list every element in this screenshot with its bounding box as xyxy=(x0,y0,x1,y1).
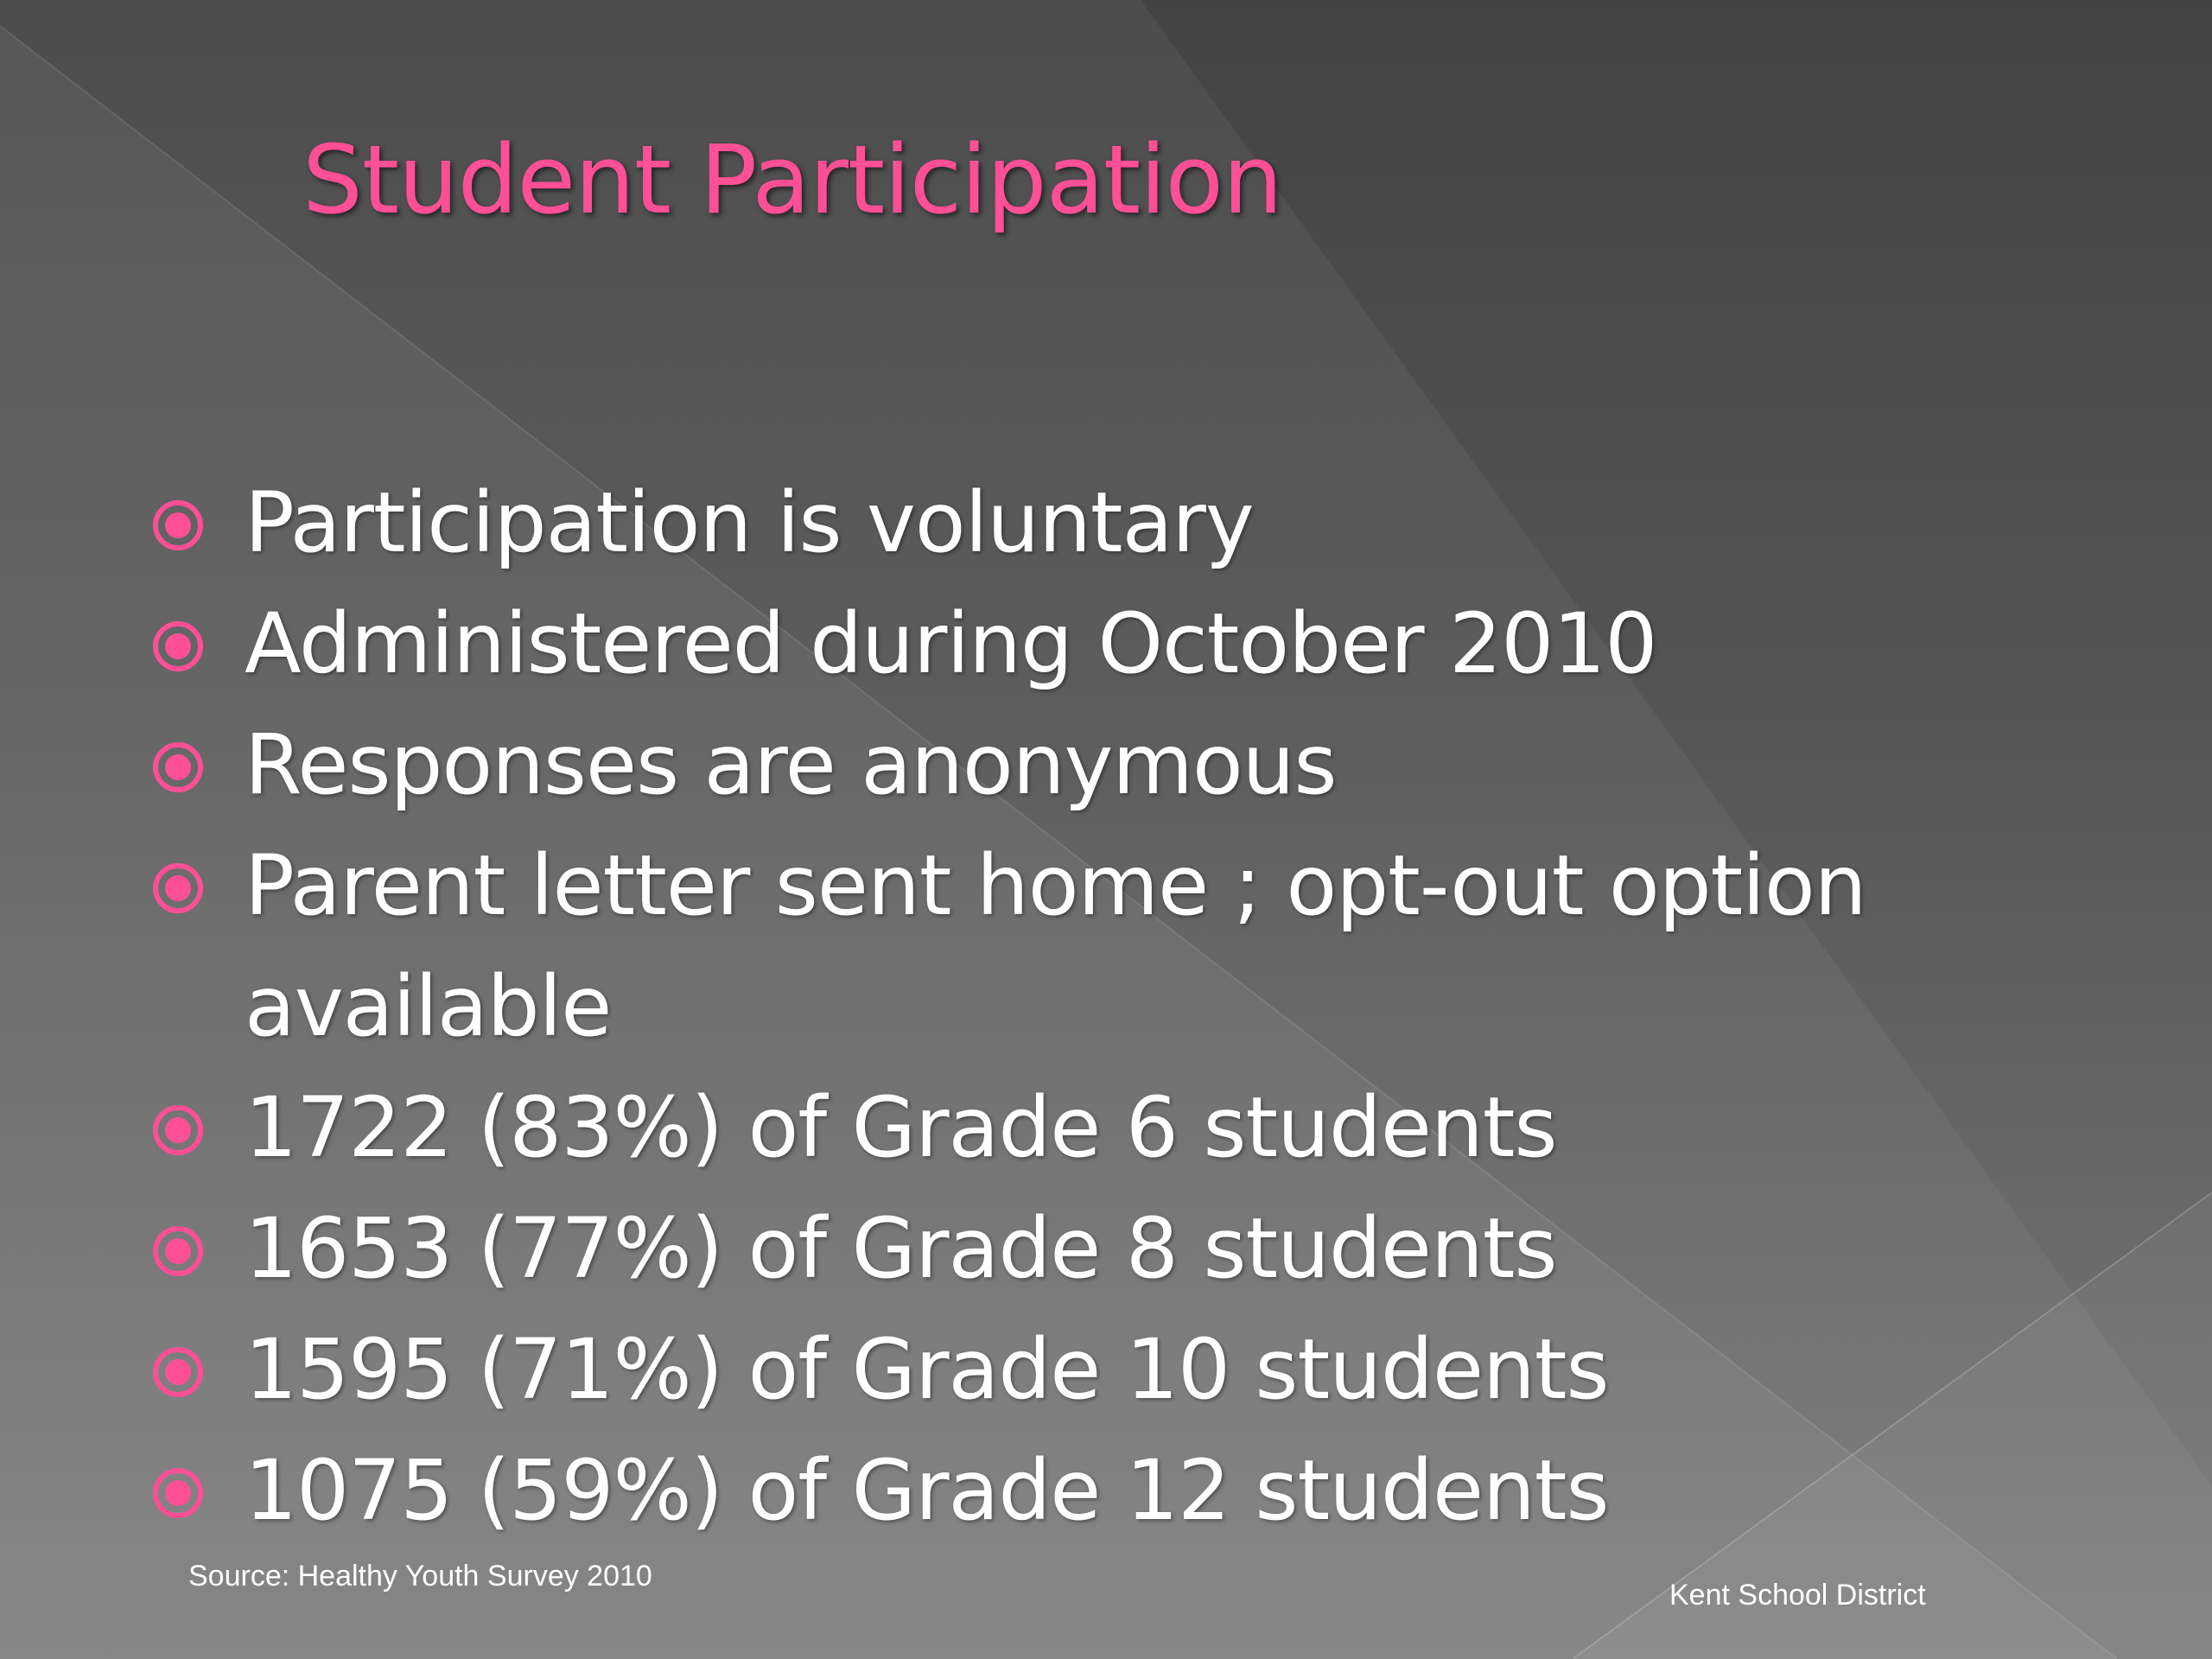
bullet-item xyxy=(151,1188,2095,1309)
circle-dot-icon xyxy=(151,620,205,673)
bullet-text: 1075 (59%) of Grade 12 students xyxy=(245,1442,1609,1539)
bullet-item xyxy=(151,1067,2095,1188)
circle-dot-icon xyxy=(151,1103,205,1157)
circle-dot-icon xyxy=(151,741,205,794)
circle-dot-icon xyxy=(151,1466,205,1520)
source-note: Source: Healthy Youth Survey 2010 xyxy=(188,1560,652,1592)
bullet-text: Administered during October 2010 xyxy=(245,595,1657,692)
bullet-text: 1595 (71%) of Grade 10 students xyxy=(245,1321,1609,1418)
bullet-item xyxy=(151,1309,2095,1430)
bullet-text: Responses are anonymous xyxy=(245,716,1337,813)
bullet-item xyxy=(151,704,2095,825)
slide-title: Student Participation xyxy=(302,124,1282,235)
circle-dot-icon xyxy=(151,861,205,915)
bullet-item xyxy=(151,825,2095,1067)
footer-organization: Kent School District xyxy=(1669,1579,1926,1611)
bullet-item xyxy=(151,1430,2095,1551)
bullet-item xyxy=(151,462,2095,583)
bullet-text: Parent letter sent home ; opt-out option available xyxy=(245,837,1866,1055)
circle-dot-icon xyxy=(151,499,205,552)
circle-dot-icon xyxy=(151,1345,205,1399)
circle-dot-icon xyxy=(151,1224,205,1278)
bullet-text: 1722 (83%) of Grade 6 students xyxy=(245,1079,1557,1176)
bullet-text: 1653 (77%) of Grade 8 students xyxy=(245,1200,1557,1297)
bullet-item xyxy=(151,583,2095,704)
bullet-text: Participation is voluntary xyxy=(245,474,1254,571)
bullet-list xyxy=(151,462,2095,1551)
